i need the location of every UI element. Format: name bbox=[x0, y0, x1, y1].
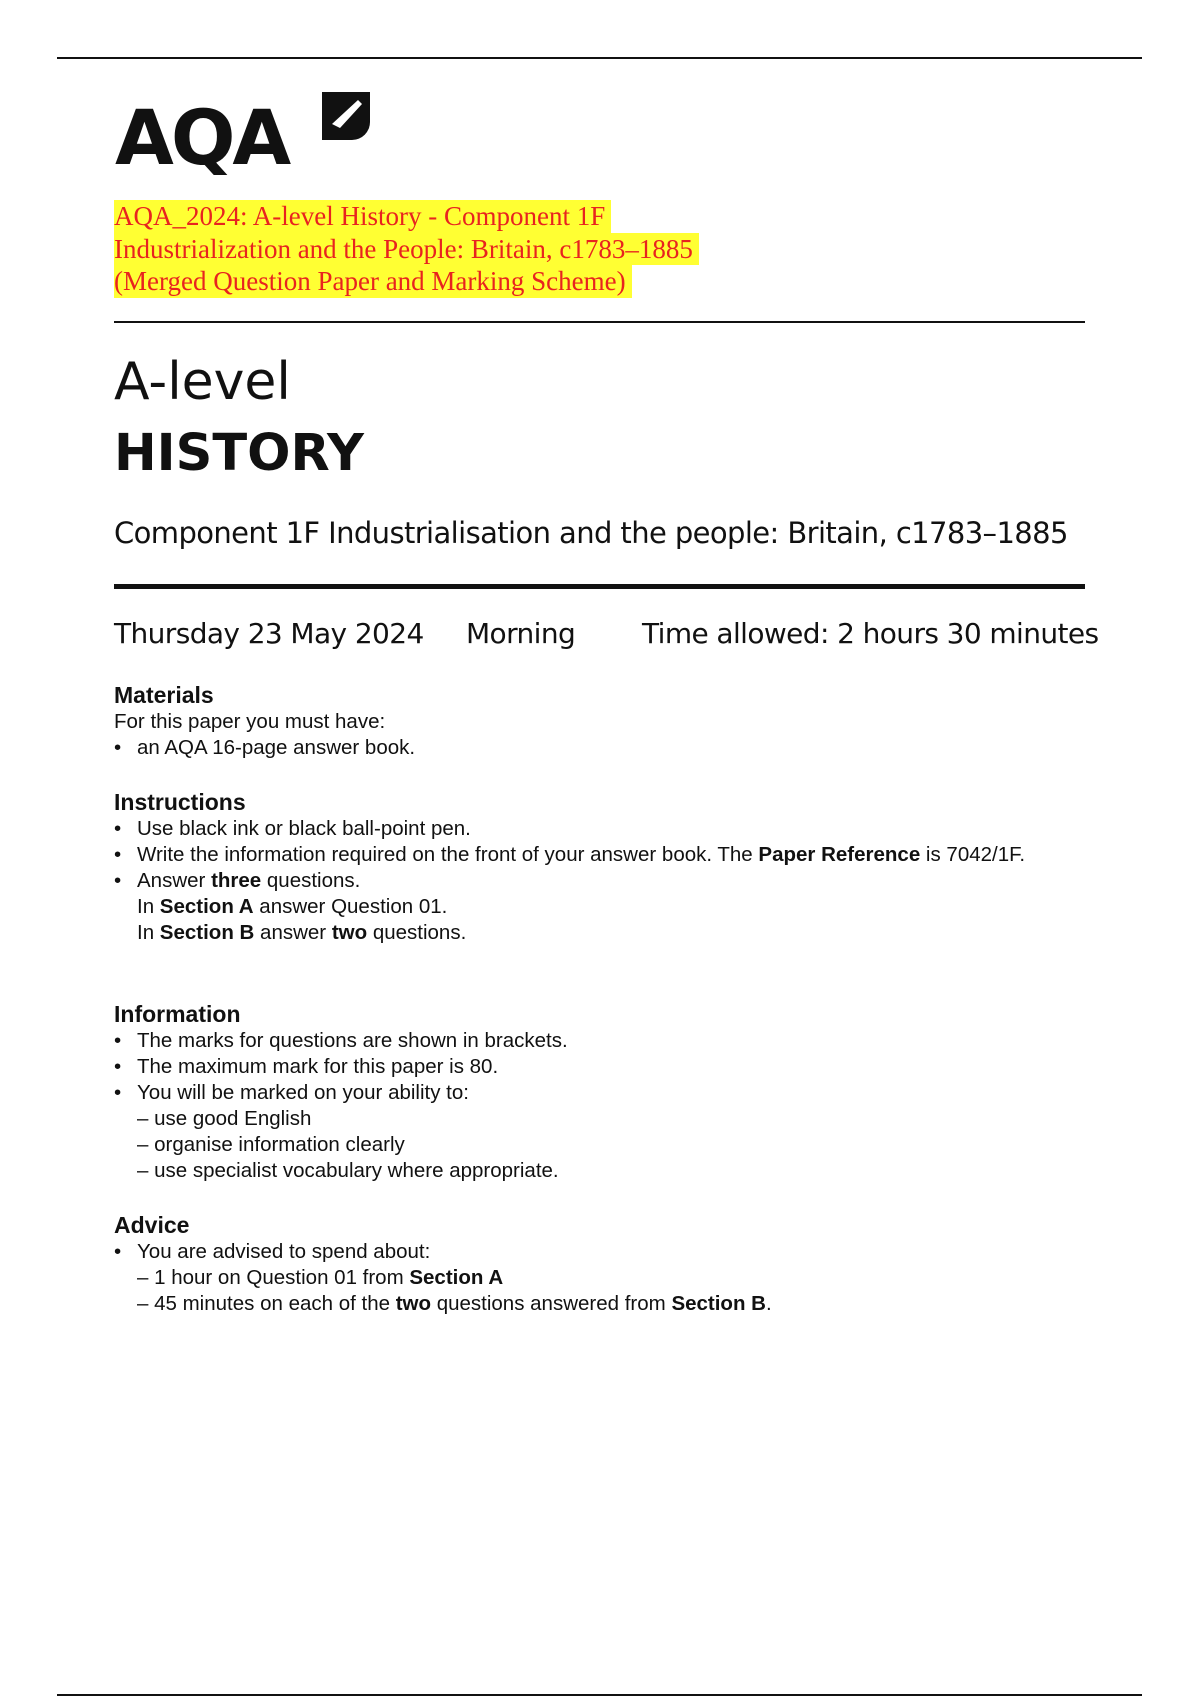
banner-line-3: (Merged Question Paper and Marking Scheme) bbox=[114, 265, 632, 298]
materials-section bbox=[114, 681, 1094, 761]
aqa-logo-text: AQA bbox=[115, 93, 289, 182]
banner-line-1: AQA_2024: A-level History - Component 1F bbox=[114, 200, 611, 233]
exam-session: Morning bbox=[466, 617, 576, 650]
materials-heading: Materials bbox=[114, 682, 214, 708]
information-item-maximum-mark: • The maximum mark for this paper is 80. bbox=[114, 1054, 1094, 1080]
ability-sub-item: – use specialist vocabulary where appropriate. bbox=[137, 1159, 559, 1182]
instruction-item-answer-questions: • Answer three questions. In Section A answer Question 01. In Section B answer two questions. bbox=[114, 868, 1094, 946]
information-item-marks: • The marks for questions are shown in brackets. bbox=[114, 1028, 1094, 1054]
component-separator bbox=[114, 584, 1085, 589]
instruction-item-paper-reference: • Write the information required on the front of your answer book. The Paper Reference is 7042/1F. bbox=[114, 842, 1094, 868]
information-heading: Information bbox=[114, 1001, 241, 1027]
materials-item: • an AQA 16-page answer book. bbox=[114, 735, 1094, 761]
advice-section bbox=[114, 1211, 1094, 1317]
exam-date: Thursday 23 May 2024 bbox=[114, 617, 424, 650]
top-page-rule bbox=[57, 57, 1142, 59]
bottom-page-rule bbox=[57, 1694, 1142, 1696]
banner-line-2: Industrialization and the People: Britain, c1783–1885 bbox=[114, 233, 699, 266]
materials-intro: For this paper you must have: bbox=[114, 710, 386, 733]
advice-item-time: • You are advised to spend about: – 1 hour on Question 01 from Section A – 45 minutes on each of the two questions answered from Section B. bbox=[114, 1239, 1094, 1317]
instruction-item-ink: • Use black ink or black ball-point pen. bbox=[114, 816, 1094, 842]
information-item-ability: • You will be marked on your ability to: – use good English – organise information clearly – use specialist vocabulary where appropriate. bbox=[114, 1080, 1094, 1184]
information-section bbox=[114, 1000, 1094, 1184]
title-separator bbox=[114, 321, 1085, 323]
subject-title: HISTORY bbox=[114, 424, 364, 483]
advice-heading: Advice bbox=[114, 1212, 190, 1238]
document-banner bbox=[114, 200, 699, 298]
qualification-level: A-level bbox=[114, 352, 291, 412]
ability-sub-item: – use good English bbox=[137, 1107, 312, 1130]
component-title: Component 1F Industrialisation and the people: Britain, c1783–1885 bbox=[114, 516, 1068, 550]
aqa-tick-icon bbox=[318, 88, 374, 144]
instructions-section bbox=[114, 788, 1094, 946]
aqa-logo bbox=[115, 88, 377, 180]
exam-time-allowed: Time allowed: 2 hours 30 minutes bbox=[642, 617, 1099, 650]
ability-sub-item: – organise information clearly bbox=[137, 1133, 405, 1156]
instructions-heading: Instructions bbox=[114, 789, 246, 815]
